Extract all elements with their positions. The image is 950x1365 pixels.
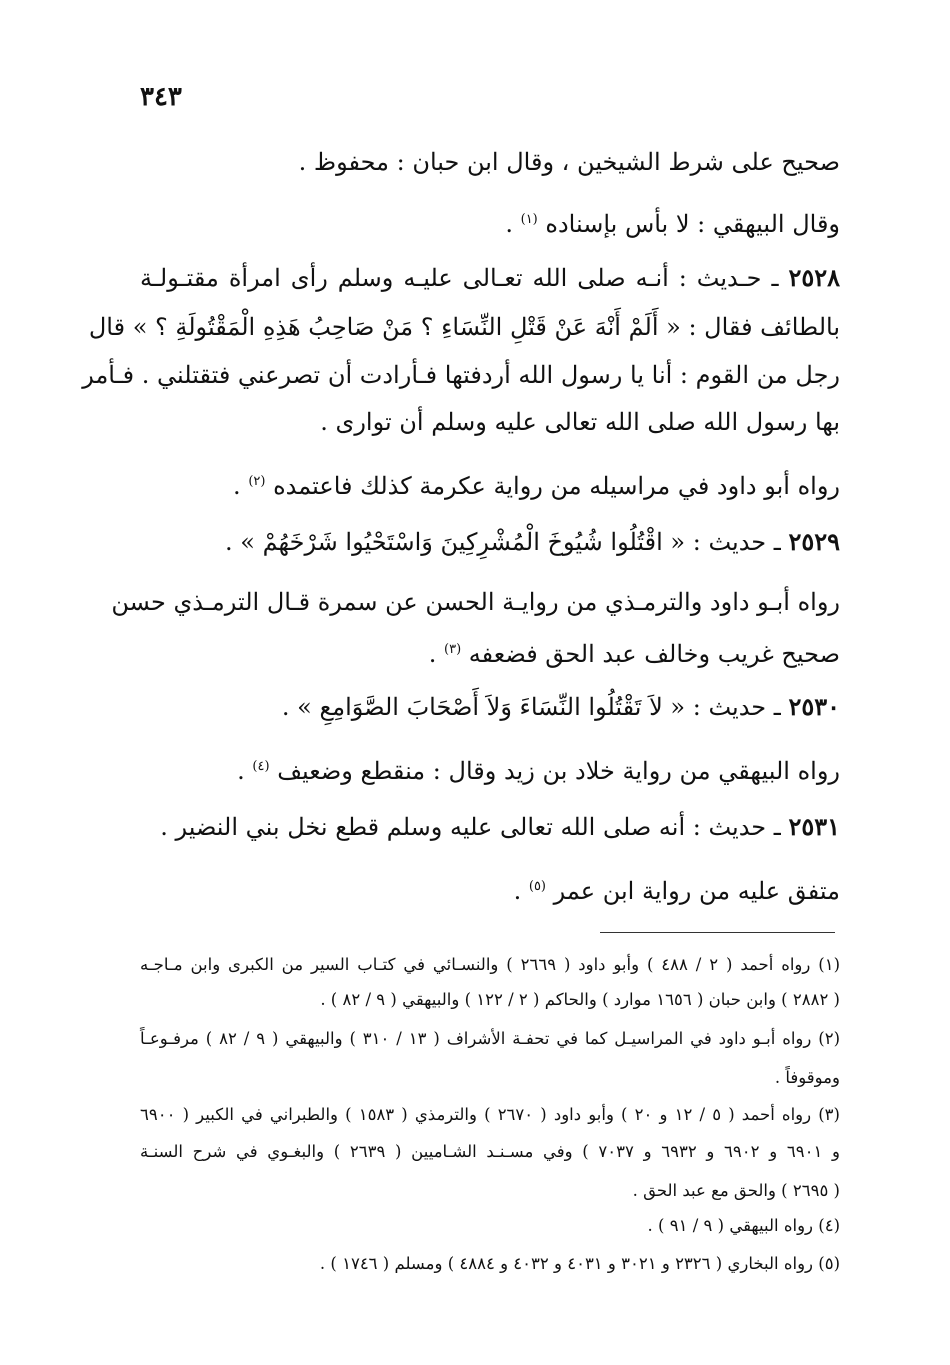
footnote-2-line-2: وموقوفاً . (774, 1068, 840, 1087)
hadith-2530 (140, 690, 840, 724)
hadith-text: ـ حديث : « اقْتُلُوا شُيُوخَ الْمُشْرِكِينَ وَاسْتَحْيُوا شَرْخَهُمْ » . (225, 528, 781, 556)
hadith-number: ٢٥٣٠ (788, 692, 840, 721)
hadith-2528-line-3: رجل من القوم : أنا يا رسول الله أردفتها فـأرادت أن تصرعني فتقتلني . فـأمر (82, 361, 840, 389)
body-line: صحيح على شرط الشيخين ، وقال ابن حبان : محفوظ . (298, 148, 840, 176)
body-text: متفق عليه من رواية ابن عمر (553, 877, 840, 905)
hadith-2528-line-2: بالطائف فقال : « أَلَمْ أَنْهَ عَنْ قَتْلِ النِّسَاءِ ؟ مَنْ صَاحِبُ هَذِهِ الْمَقْتُولَةِ ؟ » قال (88, 313, 840, 341)
body-text: وقال البيهقي : لا بأس بإسناده (545, 210, 840, 238)
body-text: . (233, 472, 241, 500)
narration-2529-line-1: رواه أبـو داود والترمـذي من روايـة الحسن عن سمرة قـال الترمـذي حسن (111, 588, 840, 616)
hadith-2529 (140, 525, 840, 559)
narration-2528 (140, 465, 840, 503)
footnote-ref: (١) (520, 212, 538, 227)
body-text: . (505, 210, 513, 238)
footnote-3-line-2: و ٦٩٠١ و ٦٩٠٢ و ٦٩٣٢ و ٧٠٣٧ ) وفي مسـنـد الشـاميين ( ٢٦٣٩ ) والبغـوي في شرح السنـة (140, 1142, 840, 1161)
body-text: . (237, 757, 245, 785)
footnote-1-line-2: ( ٢٨٨٢ ) وابن حبان ( ١٦٥٦ موارد ) والحاكم ( ٢ / ١٢٢ ) والبيهقي ( ٩ / ٨٢ ) . (320, 990, 840, 1009)
footnote-separator (600, 932, 835, 933)
hadith-text: ـ حديث : أنه صلى الله تعالى عليه وسلم قطع نخل بني النضير . (160, 813, 781, 841)
hadith-2531 (140, 810, 840, 844)
body-text: . (513, 877, 522, 905)
footnote-5: (٥) رواه البخاري ( ٢٣٢٦ و ٣٠٢١ و ٤٠٣١ و ٤٠٣٢ و ٤٨٨٤ ) ومسلم ( ١٧٤٦ ) . (319, 1254, 840, 1273)
footnote-4: (٤) رواه البيهقي ( ٩ / ٩١ ) . (647, 1216, 840, 1235)
narration-2529-line-2 (140, 633, 840, 671)
hadith-number: ٢٥٢٨ (788, 263, 840, 292)
footnote-2-line-1: (٢) رواه أبـو داود في المراسيـل كما في تحفـة الأشراف ( ١٣ / ٣١٠ ) والبيهقي ( ٩ / ٨٢ ) مرفـوعـاً (140, 1029, 840, 1048)
narration-2531 (140, 870, 840, 908)
hadith-number: ٢٥٣١ (788, 812, 840, 841)
body-text: رواه البيهقي من رواية خلاد بن زيد وقال : منقطع وضعيف (277, 757, 840, 785)
hadith-number: ٢٥٢٩ (788, 527, 840, 556)
narration-2530 (140, 750, 840, 788)
page-number: ٣٤٣ (140, 82, 182, 112)
body-text: رواه أبو داود في مراسيله من رواية عكرمة كذلك فاعتمده (273, 472, 840, 500)
footnote-3-line-1: (٣) رواه أحمد ( ٥ / ١٢ و ٢٠ ) وأبو داود ( ٢٦٧٠ ) والترمذي ( ١٥٨٣ ) والطبراني في الكبير ( ٦٩٠٠ (140, 1105, 840, 1124)
body-line (140, 203, 840, 241)
footnote-ref: (٥) (528, 879, 546, 894)
hadith-2528-line-4: بها رسول الله صلى الله تعالى عليه وسلم أن توارى . (320, 408, 840, 436)
hadith-text: ـ حـديث : أنـه صلى الله تعـالى عليـه وسلم رأى امرأة مقتـولـة (140, 264, 779, 292)
footnote-1-line-1: (١) رواه أحمد ( ٢ / ٤٨٨ ) وأبو داود ( ٢٦٦٩ ) والنسـائي في كتـاب السير من الكبرى وابن مـاجـه (140, 955, 840, 974)
hadith-text: ـ حديث : « لاَ تَقْتُلُوا النِّسَاءَ وَلاَ أَصْحَابَ الصَّوَامِعِ » . (281, 693, 781, 721)
body-text: صحيح غريب وخالف عبد الحق فضعفه (468, 640, 840, 668)
footnote-ref: (٤) (252, 759, 270, 774)
hadith-2528-line-1 (140, 261, 840, 295)
footnote-ref: (٣) (444, 642, 462, 657)
body-text: . (428, 640, 437, 668)
footnote-ref: (٢) (248, 474, 266, 489)
footnote-3-line-3: ( ٢٦٩٥ ) والحق مع عبد الحق . (632, 1181, 840, 1200)
